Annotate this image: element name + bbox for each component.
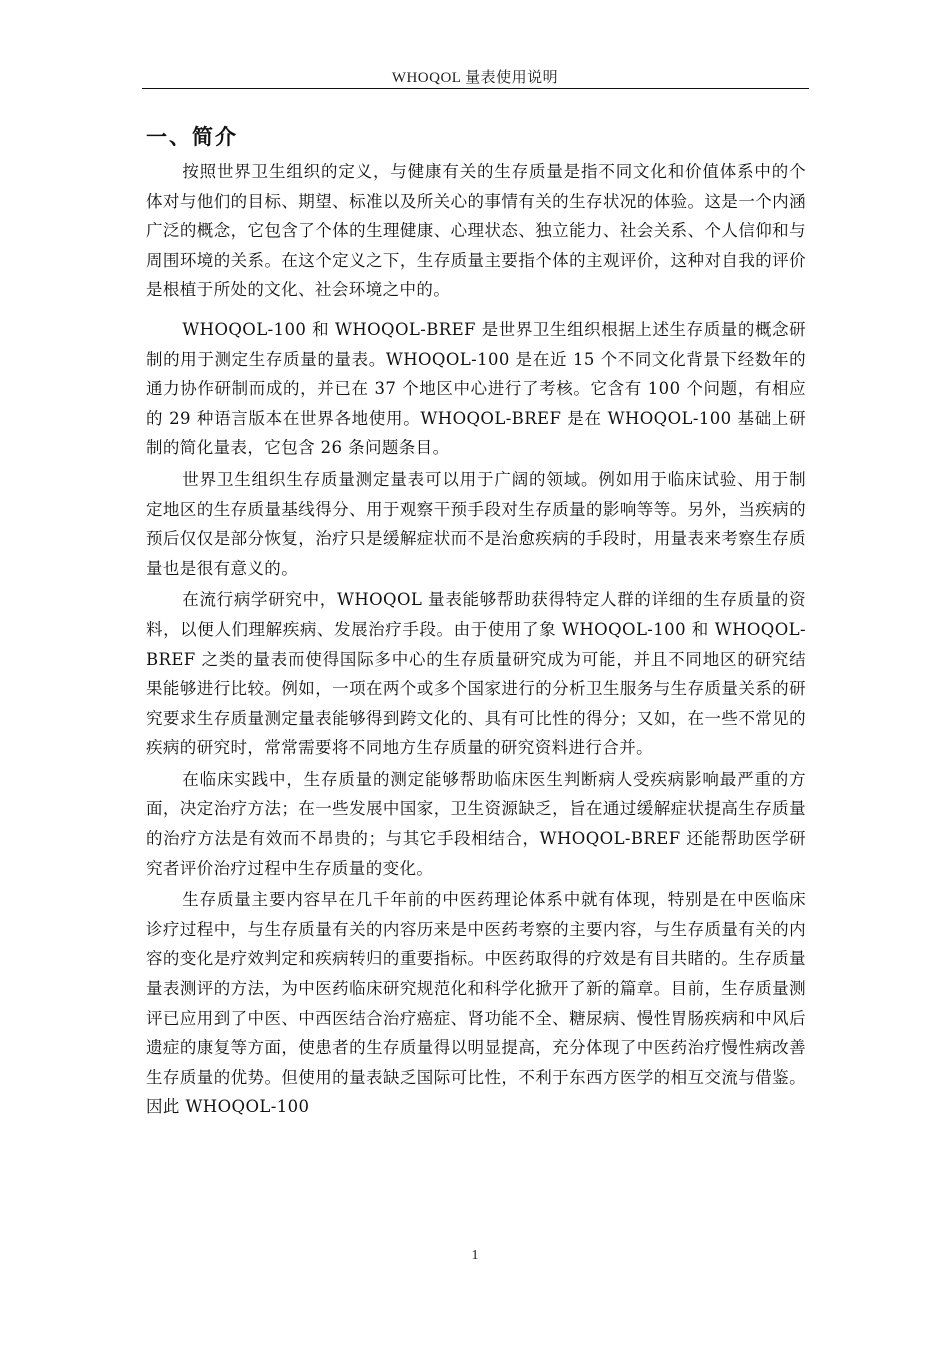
running-header: WHOQOL 量表使用说明 xyxy=(391,70,559,86)
section-title: 一、简介 xyxy=(146,125,238,149)
page-number: 1 xyxy=(471,1248,479,1263)
paragraph-applications: 世界卫生组织生存质量测定量表可以用于广阔的领域。例如用于临床试验、用于制定地区的生存质量基线得分、用于观察干预手段对生存质量的影响等等。另外，当疾病的预后仅仅是部分恢复，治疗只是缓解症状而不是治愈疾病的手段时，用量表来考察生存质量也是很有意义的。 xyxy=(146,469,806,578)
paragraph-epidemiology: 在流行病学研究中，WHOQOL 量表能够帮助获得特定人群的详细的生存质量的资料，以便人们理解疾病、发展治疗手段。由于使用了象 WHOQOL-100 和 WHOQOL-BREF 之类的量表而使得国际多中心的生存质量研究成为可能，并且不同地区的研究结果能够进行比较。例如，一项在两个或多个国家进行的分析卫生服务与生存质量关系的研究要求生存质量测定量表能够得到跨文化的、具有可比性的得分；又如，在一些不常见的疾病的研究时，常常需要将不同地方生存质量的研究资料进行合并。 xyxy=(146,590,806,758)
header-rule xyxy=(142,88,809,89)
paragraph-whoqol-overview: WHOQOL-100 和 WHOQOL-BREF 是世界卫生组织根据上述生存质量的概念研制的用于测定生存质量的量表。WHOQOL-100 是在近 15 个不同文化背景下经数年的通力协作研制而成的，并已在 37 个地区中心进行了考核。它含有 100 个问题，有相应的 29 种语言版本在世界各地使用。WHOQOL-BREF 是在 WHOQOL-100 基础上研制的简化量表，它包含 26 条问题条目。 xyxy=(146,319,806,458)
paragraph-definition: 按照世界卫生组织的定义，与健康有关的生存质量是指不同文化和价值体系中的个体对与他们的目标、期望、标准以及所关心的事情有关的生存状况的体验。这是一个内涵广泛的概念，它包含了个体的生理健康、心理状态、独立能力、社会关系、个人信仰和与周围环境的关系。在这个定义之下，生存质量主要指个体的主观评价，这种对自我的评价是根植于所处的文化、社会环境之中的。 xyxy=(146,162,806,300)
paragraph-clinical-practice: 在临床实践中，生存质量的测定能够帮助临床医生判断病人受疾病影响最严重的方面，决定治疗方法；在一些发展中国家，卫生资源缺乏，旨在通过缓解症状提高生存质量的治疗方法是有效而不昂贵的；与其它手段相结合，WHOQOL-BREF 还能帮助医学研究者评价治疗过程中生存质量的变化。 xyxy=(146,769,806,878)
paragraph-tcm: 生存质量主要内容早在几千年前的中医药理论体系中就有体现，特别是在中医临床诊疗过程中，与生存质量有关的内容历来是中医药考察的主要内容，与生存质量有关的内容的变化是疗效判定和疾病转归的重要指标。中医药取得的疗效是有目共睹的。生存质量量表测评的方法，为中医药临床研究规范化和科学化掀开了新的篇章。目前，生存质量测评已应用到了中医、中西医结合治疗癌症、肾功能不全、糖尿病、慢性胃肠疾病和中风后遗症的康复等方面，使患者的生存质量得以明显提高，充分体现了中医药治疗慢性病改善生存质量的优势。但使用的量表缺乏国际可比性，不利于东西方医学的相互交流与借鉴。因此 WHOQOL-100 xyxy=(146,890,806,1117)
document-body xyxy=(146,122,806,1122)
